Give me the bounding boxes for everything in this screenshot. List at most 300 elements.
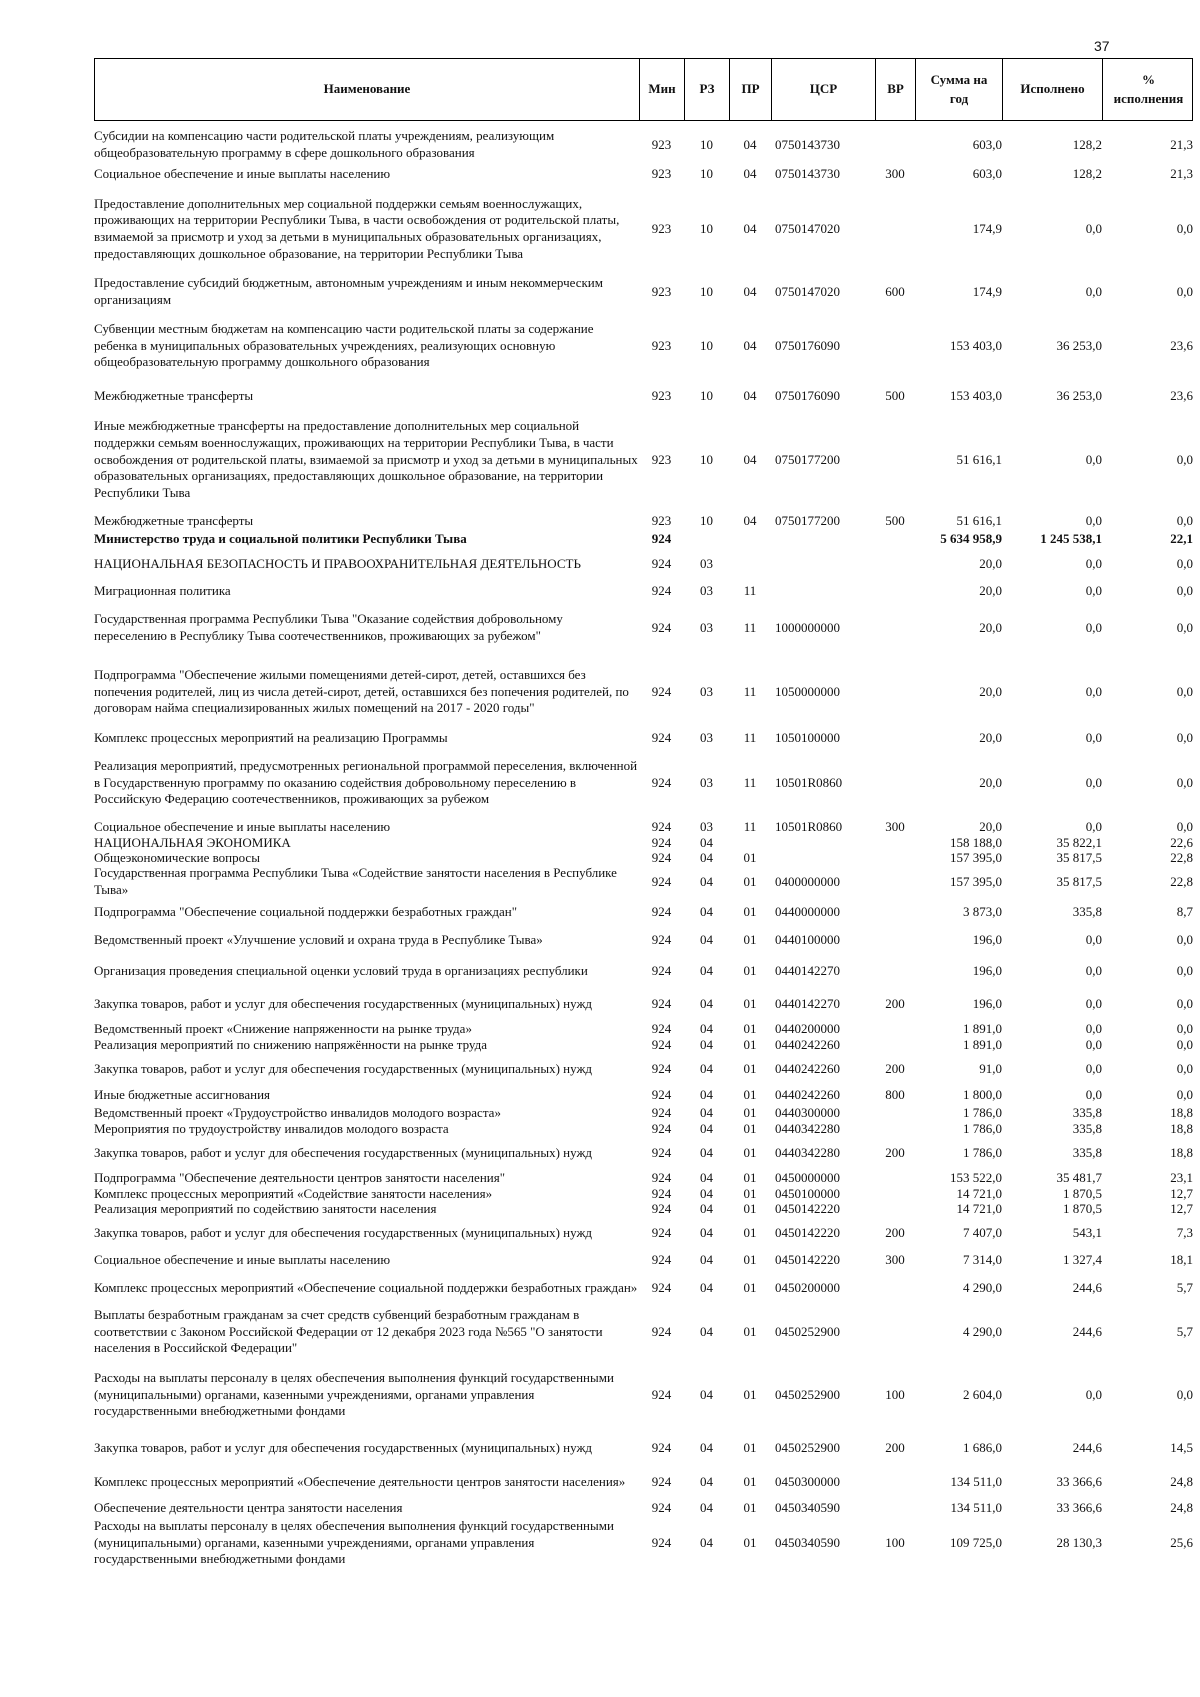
cell-name: Подпрограмма "Обеспечение деятельности центров занятости населения" — [94, 1169, 506, 1185]
table-row — [94, 1137, 1193, 1169]
table-row — [94, 748, 1193, 818]
cell-pr: 11 — [743, 730, 757, 745]
cell-pr: 01 — [743, 1087, 757, 1102]
cell-csr — [771, 851, 875, 865]
cell-name: Миграционная политика — [94, 582, 231, 598]
cell-pr: 04 — [743, 513, 757, 528]
cell-min: 924 — [651, 963, 672, 978]
cell-pr: 01 — [743, 1387, 757, 1402]
cell-percent: 5,7 — [1176, 1324, 1193, 1339]
cell-csr: 0440300000 — [775, 1105, 840, 1120]
column-header-name: Наименование — [95, 59, 640, 120]
cell-percent: 8,7 — [1176, 904, 1193, 919]
cell-sum: 134 511,0 — [950, 1500, 1002, 1515]
cell-rz: 10 — [700, 452, 713, 467]
cell-pr: 04 — [743, 221, 757, 236]
cell-min: 924 — [651, 996, 672, 1011]
cell-executed: 0,0 — [1085, 1037, 1102, 1052]
cell-csr: 0750176090 — [775, 388, 840, 403]
cell-vr: 200 — [885, 996, 905, 1011]
cell-min: 923 — [651, 338, 672, 353]
table-row — [94, 1105, 1193, 1121]
table-row — [94, 275, 1193, 309]
cell-pr: 01 — [743, 1121, 757, 1136]
cell-sum: 109 725,0 — [950, 1535, 1002, 1550]
cell-name: Закупка товаров, работ и услуг для обеспечения государственных (муниципальных) нужд — [94, 1144, 593, 1160]
cell-vr: 200 — [885, 1145, 905, 1160]
cell-csr: 0450300000 — [775, 1474, 840, 1489]
cell-rz: 04 — [700, 1500, 713, 1515]
cell-percent: 24,8 — [1170, 1474, 1193, 1489]
cell-min: 924 — [651, 620, 672, 635]
table-header — [94, 58, 1193, 121]
cell-csr: 0450340590 — [775, 1535, 840, 1550]
cell-csr: 0440000000 — [775, 904, 840, 919]
cell-executed: 128,2 — [1072, 166, 1102, 181]
cell-rz: 04 — [700, 1474, 713, 1489]
table-row — [94, 310, 1193, 382]
cell-sum: 4 290,0 — [963, 1324, 1002, 1339]
cell-pr: 11 — [743, 583, 757, 598]
cell-sum: 51 616,1 — [956, 513, 1002, 528]
cell-rz: 04 — [700, 1387, 713, 1402]
cell-sum: 158 188,0 — [950, 835, 1002, 850]
table-row — [94, 383, 1193, 409]
cell-percent: 18,8 — [1170, 1121, 1193, 1136]
cell-sum: 1 800,0 — [963, 1087, 1002, 1102]
cell-name: Предоставление субсидий бюджетным, автономным учреждениям и иным некоммерческим организациям — [94, 275, 603, 307]
cell-rz: 03 — [700, 684, 713, 699]
cell-percent: 18,8 — [1170, 1105, 1193, 1120]
cell-name: Иные бюджетные ассигнования — [94, 1086, 271, 1102]
cell-csr: 0450340590 — [775, 1500, 840, 1515]
cell-percent: 18,1 — [1170, 1252, 1193, 1267]
cell-min: 924 — [651, 730, 672, 745]
table-row — [94, 582, 1193, 600]
cell-min: 924 — [651, 904, 672, 919]
cell-vr: 500 — [885, 513, 905, 528]
cell-csr: 0750176090 — [775, 338, 840, 353]
cell-rz: 04 — [700, 1037, 713, 1052]
cell-pr — [729, 836, 771, 850]
cell-vr — [875, 926, 915, 954]
cell-vr — [875, 547, 915, 581]
cell-csr: 0440342280 — [775, 1121, 840, 1136]
cell-sum: 20,0 — [979, 730, 1002, 745]
cell-vr: 200 — [885, 1225, 905, 1240]
cell-min: 923 — [651, 452, 672, 467]
cell-csr — [771, 836, 875, 850]
cell-executed: 1 870,5 — [1063, 1186, 1102, 1201]
cell-min: 924 — [651, 1324, 672, 1339]
column-header-csr: ЦСР — [772, 59, 876, 120]
cell-pr: 01 — [743, 1324, 757, 1339]
cell-vr — [875, 836, 915, 850]
column-header-executed: Исполнено — [1003, 59, 1103, 120]
cell-name: Государственная программа Республики Тыва "Оказание содействия добровольному переселению в Республику Тыва соотечественников, проживающих за рубежом" — [94, 611, 563, 643]
cell-sum: 1 891,0 — [963, 1037, 1002, 1052]
cell-rz: 10 — [700, 221, 713, 236]
cell-csr: 10501R0860 — [775, 819, 843, 834]
cell-pr: 01 — [743, 932, 757, 947]
cell-pr: 01 — [743, 1535, 757, 1550]
cell-min: 923 — [651, 221, 672, 236]
cell-percent: 0,0 — [1176, 730, 1193, 745]
cell-vr — [875, 1271, 915, 1305]
cell-executed: 0,0 — [1085, 556, 1102, 571]
cell-csr: 0450252900 — [775, 1387, 840, 1402]
cell-csr: 0440100000 — [775, 932, 840, 947]
cell-rz: 04 — [700, 996, 713, 1011]
cell-min: 924 — [651, 1121, 672, 1136]
cell-executed: 0,0 — [1085, 513, 1102, 528]
cell-percent: 22,8 — [1170, 850, 1193, 865]
cell-sum: 157 395,0 — [950, 850, 1002, 865]
cell-pr: 04 — [743, 388, 757, 403]
cell-pr — [729, 532, 771, 546]
cell-vr: 300 — [885, 819, 905, 834]
cell-rz: 04 — [700, 1186, 713, 1201]
cell-vr — [875, 955, 915, 987]
cell-vr: 500 — [885, 388, 905, 403]
cell-csr: 1050000000 — [775, 684, 840, 699]
cell-percent: 0,0 — [1176, 932, 1193, 947]
cell-min: 924 — [651, 556, 672, 571]
cell-rz: 10 — [700, 137, 713, 152]
cell-vr — [875, 1202, 915, 1216]
cell-percent: 12,7 — [1170, 1201, 1193, 1216]
table-row — [94, 511, 1193, 531]
cell-min: 924 — [651, 684, 672, 699]
cell-vr — [875, 729, 915, 747]
cell-percent: 7,3 — [1176, 1225, 1193, 1240]
cell-vr — [875, 1187, 915, 1201]
cell-vr: 600 — [885, 284, 905, 299]
cell-executed: 0,0 — [1085, 1087, 1102, 1102]
cell-vr: 200 — [885, 1440, 905, 1455]
column-header-sum: Сумма на год — [916, 59, 1003, 120]
cell-percent: 0,0 — [1176, 1087, 1193, 1102]
page-number: 37 — [1094, 38, 1110, 54]
cell-sum: 14 721,0 — [956, 1186, 1002, 1201]
cell-min: 924 — [651, 531, 672, 546]
cell-vr — [875, 1306, 915, 1358]
cell-csr: 0750177200 — [775, 513, 840, 528]
table-row — [94, 410, 1193, 510]
cell-csr: 0440242260 — [775, 1061, 840, 1076]
cell-pr: 11 — [743, 620, 757, 635]
cell-name: Реализация мероприятий, предусмотренных региональной программой переселения, включенной в Государственную программу по оказанию содействия добровольному переселению в Российскую Федерацию соотечественников, проживающих за рубежом — [94, 757, 638, 807]
cell-percent: 21,3 — [1170, 166, 1193, 181]
table-row — [94, 1021, 1193, 1037]
cell-percent: 24,8 — [1170, 1500, 1193, 1515]
cell-pr: 01 — [743, 1225, 757, 1240]
table-row — [94, 1517, 1193, 1569]
cell-min: 924 — [651, 583, 672, 598]
cell-executed: 335,8 — [1072, 1105, 1102, 1120]
cell-sum: 134 511,0 — [950, 1474, 1002, 1489]
table-row — [94, 1359, 1193, 1431]
cell-min: 924 — [651, 1500, 672, 1515]
cell-name: Подпрограмма "Обеспечение жилыми помещениями детей-сирот, детей, оставшихся без попечения родителей, лиц из числа детей-сирот, детей, оставшихся без попечения родителей, по договорам найма специализированных жилых помещений на 2017 - 2020 годы" — [94, 666, 629, 716]
cell-csr: 0450142220 — [775, 1252, 840, 1267]
table-row — [94, 988, 1193, 1020]
cell-vr — [875, 1105, 915, 1121]
cell-sum: 51 616,1 — [956, 452, 1002, 467]
cell-name: Мероприятия по трудоустройству инвалидов молодого возраста — [94, 1120, 449, 1136]
cell-name: Закупка товаров, работ и услуг для обеспечения государственных (муниципальных) нужд — [94, 1224, 593, 1240]
cell-vr: 100 — [885, 1535, 905, 1550]
cell-csr: 1000000000 — [775, 620, 840, 635]
cell-sum: 153 522,0 — [950, 1170, 1002, 1185]
cell-sum: 2 604,0 — [963, 1387, 1002, 1402]
cell-executed: 244,6 — [1072, 1440, 1102, 1455]
cell-csr: 10501R0860 — [775, 775, 843, 790]
cell-percent: 0,0 — [1176, 1061, 1193, 1076]
cell-percent: 22,1 — [1170, 531, 1193, 546]
cell-min: 924 — [651, 1440, 672, 1455]
cell-vr: 100 — [885, 1387, 905, 1402]
cell-csr: 0440142270 — [775, 963, 840, 978]
cell-sum: 7 407,0 — [963, 1225, 1002, 1240]
table-row — [94, 601, 1193, 655]
cell-min: 924 — [651, 1021, 672, 1036]
cell-min: 923 — [651, 284, 672, 299]
cell-executed: 0,0 — [1085, 221, 1102, 236]
cell-csr — [771, 547, 875, 581]
cell-sum: 196,0 — [972, 963, 1002, 978]
cell-sum: 603,0 — [972, 166, 1002, 181]
cell-pr: 01 — [743, 904, 757, 919]
cell-pr: 01 — [743, 1474, 757, 1489]
column-header-min: Мин — [640, 59, 685, 120]
cell-executed: 244,6 — [1072, 1324, 1102, 1339]
cell-percent: 12,7 — [1170, 1186, 1193, 1201]
cell-rz: 04 — [700, 963, 713, 978]
cell-vr — [875, 748, 915, 818]
cell-min: 924 — [651, 1186, 672, 1201]
cell-pr: 01 — [743, 1280, 757, 1295]
table-row — [94, 1053, 1193, 1085]
cell-pr: 04 — [743, 338, 757, 353]
cell-sum: 603,0 — [972, 137, 1002, 152]
cell-name: Межбюджетные трансферты — [94, 512, 254, 528]
cell-executed: 35 822,1 — [1056, 835, 1102, 850]
cell-pr: 11 — [743, 819, 757, 834]
cell-percent: 0,0 — [1176, 819, 1193, 834]
cell-pr: 01 — [743, 874, 757, 889]
cell-min: 924 — [651, 1474, 672, 1489]
cell-csr: 0450142220 — [775, 1201, 840, 1216]
table-row — [94, 1202, 1193, 1216]
cell-min: 924 — [651, 1105, 672, 1120]
cell-executed: 1 245 538,1 — [1040, 531, 1102, 546]
table-row — [94, 1217, 1193, 1249]
cell-executed: 0,0 — [1085, 583, 1102, 598]
cell-min: 924 — [651, 1201, 672, 1216]
column-header-vr: ВР — [876, 59, 916, 120]
cell-vr — [875, 184, 915, 274]
cell-name: Подпрограмма "Обеспечение социальной поддержки безработных граждан" — [94, 903, 518, 919]
table-row — [94, 866, 1193, 898]
cell-name: Реализация мероприятий по содействию занятости населения — [94, 1200, 437, 1216]
cell-name: Закупка товаров, работ и услуг для обеспечения государственных (муниципальных) нужд — [94, 1060, 593, 1076]
cell-sum: 20,0 — [979, 819, 1002, 834]
cell-executed: 0,0 — [1085, 684, 1102, 699]
cell-executed: 0,0 — [1085, 996, 1102, 1011]
cell-min: 923 — [651, 166, 672, 181]
cell-rz: 10 — [700, 166, 713, 181]
cell-name: Государственная программа Республики Тыва «Содействие занятости населения в Республике Тыва» — [94, 865, 617, 897]
cell-name: Закупка товаров, работ и услуг для обеспечения государственных (муниципальных) нужд — [94, 995, 593, 1011]
cell-executed: 128,2 — [1072, 137, 1102, 152]
cell-percent: 0,0 — [1176, 620, 1193, 635]
cell-min: 923 — [651, 388, 672, 403]
cell-csr: 0400000000 — [775, 874, 840, 889]
cell-executed: 33 366,6 — [1056, 1500, 1102, 1515]
cell-percent: 25,6 — [1170, 1535, 1193, 1550]
cell-executed: 35 817,5 — [1056, 874, 1102, 889]
cell-vr — [875, 601, 915, 655]
cell-pr: 11 — [743, 775, 757, 790]
cell-percent: 23,6 — [1170, 388, 1193, 403]
cell-vr: 200 — [885, 1061, 905, 1076]
table-row — [94, 1271, 1193, 1305]
cell-csr: 0440242260 — [775, 1037, 840, 1052]
table-row — [94, 836, 1193, 850]
cell-rz: 04 — [700, 1440, 713, 1455]
cell-executed: 244,6 — [1072, 1280, 1102, 1295]
cell-pr: 01 — [743, 1201, 757, 1216]
cell-name: Ведомственный проект «Снижение напряженности на рынке труда» — [94, 1020, 472, 1036]
table-row — [94, 851, 1193, 865]
table-row — [94, 1038, 1193, 1052]
cell-csr: 0450142220 — [775, 1225, 840, 1240]
table-row — [94, 955, 1193, 987]
cell-min: 924 — [651, 1535, 672, 1550]
cell-executed: 335,8 — [1072, 1145, 1102, 1160]
cell-min: 924 — [651, 932, 672, 947]
cell-name: Реализация мероприятий по снижению напряжённости на рынке труда — [94, 1036, 488, 1052]
table-row — [94, 1465, 1193, 1499]
cell-vr — [875, 1170, 915, 1186]
cell-executed: 0,0 — [1085, 775, 1102, 790]
cell-name: Социальное обеспечение и иные выплаты населению — [94, 818, 391, 834]
cell-csr: 0450252900 — [775, 1324, 840, 1339]
cell-executed: 36 253,0 — [1056, 338, 1102, 353]
cell-percent: 0,0 — [1176, 963, 1193, 978]
cell-sum: 153 403,0 — [950, 338, 1002, 353]
cell-csr: 0750143730 — [775, 137, 840, 152]
cell-executed: 0,0 — [1085, 620, 1102, 635]
cell-vr — [875, 126, 915, 164]
cell-rz: 04 — [700, 835, 713, 850]
cell-percent: 0,0 — [1176, 284, 1193, 299]
cell-sum: 196,0 — [972, 996, 1002, 1011]
cell-rz: 10 — [700, 284, 713, 299]
cell-executed: 0,0 — [1085, 1061, 1102, 1076]
cell-vr — [875, 1038, 915, 1052]
cell-name: Комплекс процессных мероприятий «Обеспечение социальной поддержки безработных граждан» — [94, 1279, 638, 1295]
cell-name: Обеспечение деятельности центра занятости населения — [94, 1499, 403, 1515]
cell-sum: 174,9 — [972, 284, 1002, 299]
cell-sum: 1 686,0 — [963, 1440, 1002, 1455]
cell-vr — [875, 1465, 915, 1499]
cell-rz: 10 — [700, 338, 713, 353]
cell-name: Комплекс процессных мероприятий «Содействие занятости населения» — [94, 1185, 493, 1201]
cell-sum: 4 290,0 — [963, 1280, 1002, 1295]
cell-rz: 04 — [700, 874, 713, 889]
cell-sum: 20,0 — [979, 620, 1002, 635]
cell-vr — [875, 1500, 915, 1516]
cell-sum: 3 873,0 — [963, 904, 1002, 919]
cell-pr: 01 — [743, 1105, 757, 1120]
cell-name: НАЦИОНАЛЬНАЯ ЭКОНОМИКА — [94, 834, 291, 850]
cell-percent: 0,0 — [1176, 221, 1193, 236]
cell-name: Общеэкономические вопросы — [94, 849, 260, 865]
cell-pr: 01 — [743, 963, 757, 978]
table-body — [94, 126, 1193, 1691]
cell-min: 924 — [651, 1225, 672, 1240]
cell-min: 924 — [651, 1037, 672, 1052]
cell-sum: 153 403,0 — [950, 388, 1002, 403]
cell-min: 924 — [651, 874, 672, 889]
cell-min: 924 — [651, 1170, 672, 1185]
cell-rz: 04 — [700, 1121, 713, 1136]
cell-min: 924 — [651, 1087, 672, 1102]
cell-vr — [875, 310, 915, 382]
cell-min: 924 — [651, 835, 672, 850]
cell-percent: 0,0 — [1176, 775, 1193, 790]
cell-sum: 1 786,0 — [963, 1145, 1002, 1160]
cell-min: 924 — [651, 1387, 672, 1402]
table-row — [94, 126, 1193, 164]
cell-executed: 35 817,5 — [1056, 850, 1102, 865]
cell-pr: 01 — [743, 1170, 757, 1185]
cell-percent: 5,7 — [1176, 1280, 1193, 1295]
cell-executed: 0,0 — [1085, 819, 1102, 834]
cell-executed: 0,0 — [1085, 932, 1102, 947]
cell-percent: 0,0 — [1176, 513, 1193, 528]
cell-vr — [875, 532, 915, 546]
cell-pr: 01 — [743, 1440, 757, 1455]
column-header-pr: ПР — [730, 59, 772, 120]
cell-pr: 01 — [743, 1186, 757, 1201]
cell-percent: 0,0 — [1176, 1037, 1193, 1052]
cell-vr — [875, 851, 915, 865]
cell-sum: 1 891,0 — [963, 1021, 1002, 1036]
cell-executed: 33 366,6 — [1056, 1474, 1102, 1489]
cell-rz: 04 — [700, 932, 713, 947]
cell-name: Ведомственный проект «Улучшение условий и охрана труда в Республике Тыва» — [94, 931, 543, 947]
cell-csr — [771, 582, 875, 600]
cell-name: Расходы на выплаты персоналу в целях обеспечения выполнения функций государственными (муниципальными) органами, казенными учреждениями, органами управления государственными внебюджетными фондами — [94, 1369, 614, 1419]
cell-name: Закупка товаров, работ и услуг для обеспечения государственных (муниципальных) нужд — [94, 1439, 593, 1455]
cell-vr — [875, 1021, 915, 1037]
cell-rz: 04 — [700, 1280, 713, 1295]
cell-name: Субвенции местным бюджетам на компенсацию части родительской платы за содержание ребенка в муниципальных образовательных учреждениях, реализующих основную общеобразовательную программу дошкольного образования — [94, 320, 594, 370]
cell-pr: 01 — [743, 1500, 757, 1515]
cell-executed: 28 130,3 — [1056, 1535, 1102, 1550]
cell-name: Социальное обеспечение и иные выплаты населению — [94, 165, 391, 181]
cell-executed: 335,8 — [1072, 904, 1102, 919]
cell-percent: 22,8 — [1170, 874, 1193, 889]
cell-csr: 0450100000 — [775, 1186, 840, 1201]
cell-pr: 04 — [743, 137, 757, 152]
cell-percent: 18,8 — [1170, 1145, 1193, 1160]
cell-name: Межбюджетные трансферты — [94, 387, 254, 403]
cell-pr: 01 — [743, 1145, 757, 1160]
